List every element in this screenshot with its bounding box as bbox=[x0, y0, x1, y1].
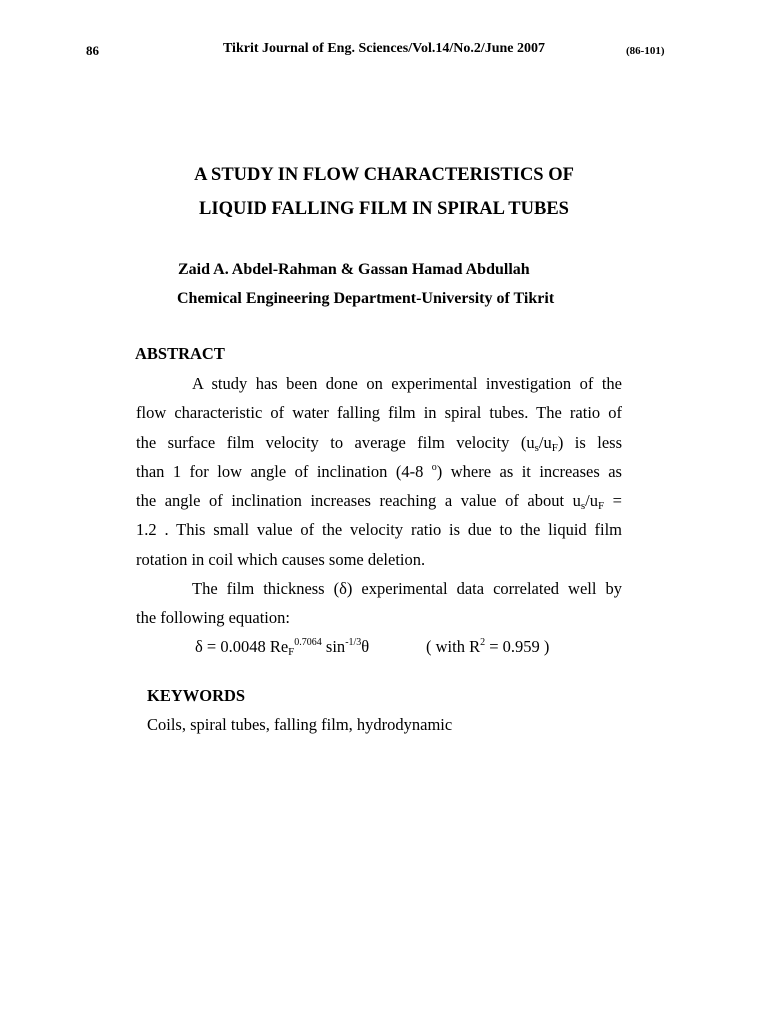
text-fragment: ) is less bbox=[557, 432, 623, 452]
abstract-paragraph-1 bbox=[136, 369, 622, 574]
abstract-line bbox=[136, 486, 622, 515]
subscript: F bbox=[288, 646, 295, 658]
abstract-line bbox=[136, 428, 622, 457]
abstract-heading: ABSTRACT bbox=[135, 344, 225, 363]
abstract-line: The film thickness (δ) experimental data correlated well by bbox=[192, 579, 622, 598]
abstract-line: the following equation: bbox=[136, 608, 290, 628]
affiliation: Chemical Engineering Department-University of Tikrit bbox=[177, 290, 555, 307]
authors: Zaid A. Abdel-Rahman & Gassan Hamad Abdullah bbox=[178, 261, 530, 278]
paper-title-line1: A STUDY IN FLOW CHARACTERISTICS OF bbox=[194, 165, 574, 185]
subscript: F bbox=[551, 441, 558, 454]
abstract-line: flow characteristic of water falling film in spiral tubes. The ratio of bbox=[136, 403, 622, 423]
text-fragment: ) where as it increases as bbox=[436, 461, 622, 481]
text-fragment: ( with R bbox=[426, 637, 481, 656]
text-fragment: /u bbox=[585, 491, 598, 511]
text-fragment: /u bbox=[538, 432, 552, 452]
equation-sin: sin bbox=[321, 637, 346, 656]
text-fragment: than 1 for low angle of inclination (4-8 bbox=[136, 461, 432, 481]
superscript: 0.7064 bbox=[294, 637, 322, 648]
equation-theta: θ bbox=[361, 637, 370, 656]
subscript: s bbox=[534, 441, 539, 454]
page-range: (86-101) bbox=[626, 45, 665, 57]
paper-title-line2: LIQUID FALLING FILM IN SPIRAL TUBES bbox=[199, 199, 569, 219]
text-fragment: = 0.959 ) bbox=[485, 637, 550, 656]
equation-r-squared bbox=[426, 637, 549, 657]
abstract-line: A study has been done on experimental investigation of the bbox=[192, 374, 622, 393]
abstract-line bbox=[136, 457, 622, 486]
text-fragment: the surface film velocity to average film velocity (u bbox=[136, 432, 535, 452]
keywords-text: Coils, spiral tubes, falling film, hydrodynamic bbox=[147, 715, 453, 734]
abstract-paragraph-2 bbox=[136, 574, 622, 633]
text-fragment: = bbox=[604, 491, 622, 511]
page-number: 86 bbox=[86, 43, 99, 58]
abstract-line: rotation in coil which causes some deletion. bbox=[136, 549, 426, 569]
subscript: F bbox=[597, 500, 605, 513]
superscript: o bbox=[431, 461, 437, 473]
abstract-line: 1.2 . This small value of the velocity ratio is due to the liquid film bbox=[136, 520, 622, 540]
subscript: s bbox=[580, 500, 586, 513]
equation-lhs: δ = 0.0048 Re bbox=[195, 637, 289, 656]
text-fragment: the angle of inclination increases reaching a value of about u bbox=[136, 491, 581, 511]
superscript: 2 bbox=[480, 637, 486, 648]
keywords-heading: KEYWORDS bbox=[147, 686, 246, 705]
superscript: -1/3 bbox=[345, 637, 362, 648]
journal-header: Tikrit Journal of Eng. Sciences/Vol.14/No.2/June 2007 bbox=[222, 41, 546, 56]
correlation-equation bbox=[195, 637, 369, 657]
